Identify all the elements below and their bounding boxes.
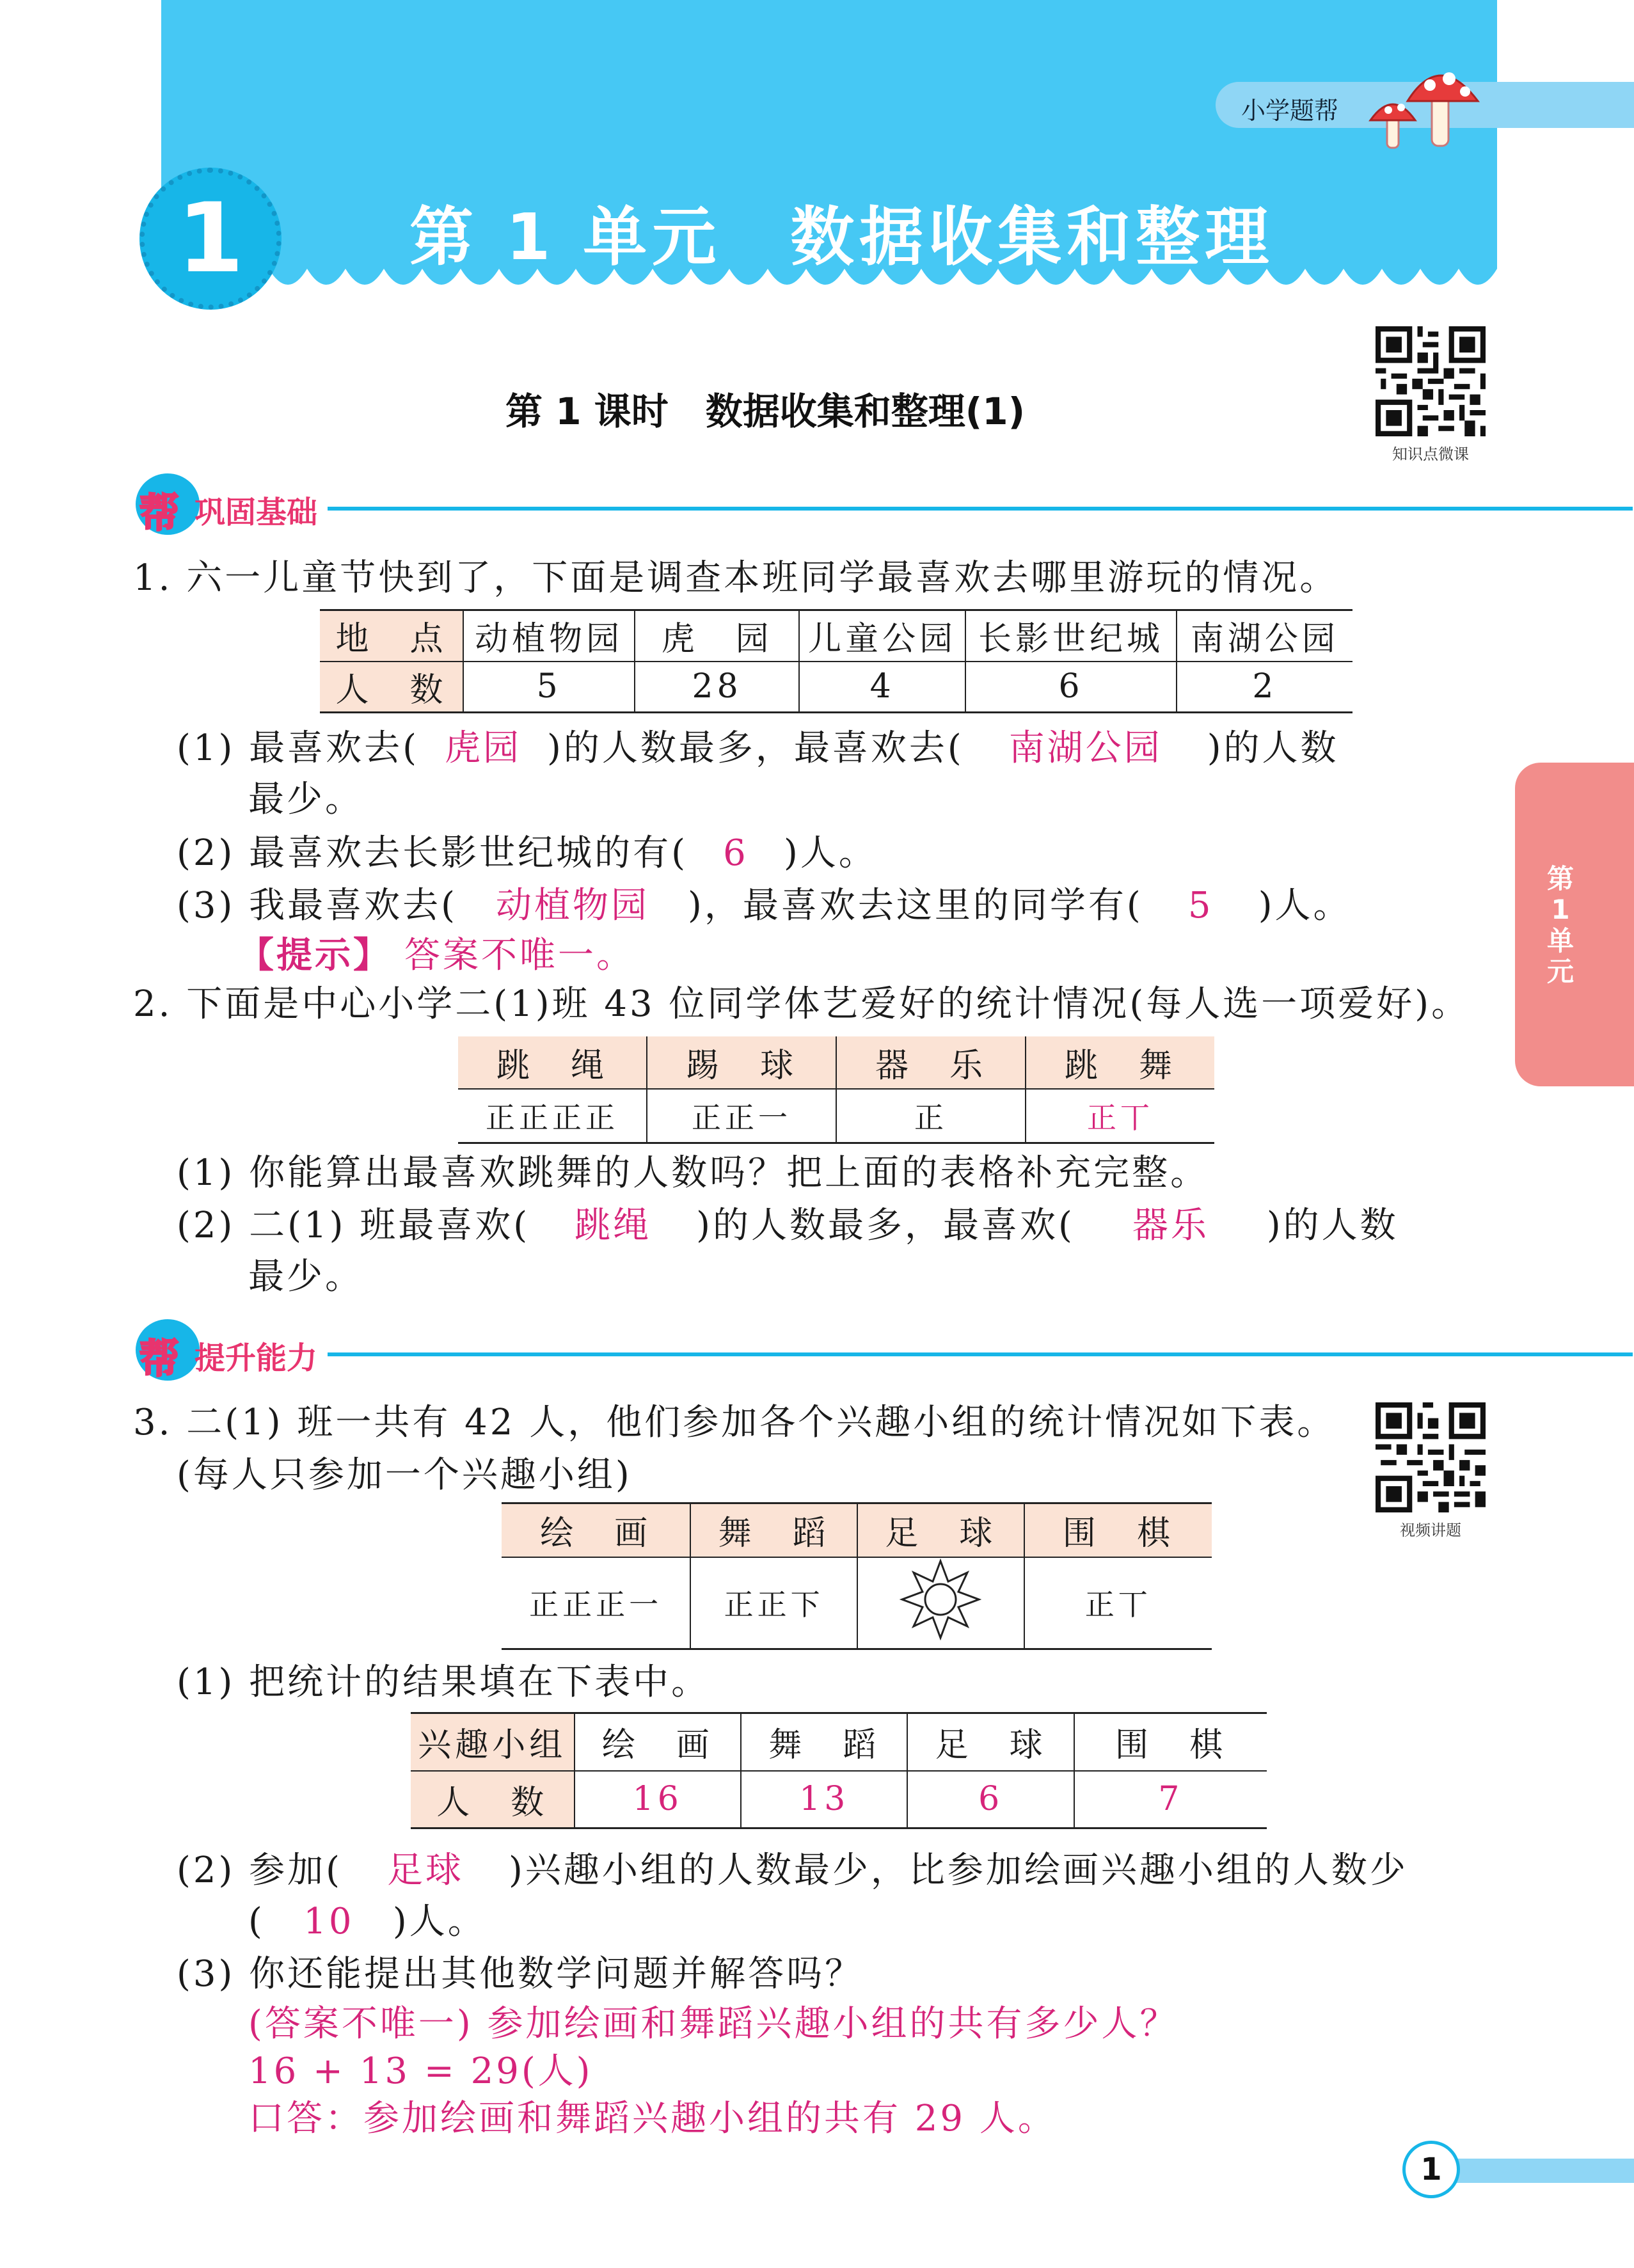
q3-tally: 正丅 (1084, 1587, 1152, 1622)
q3-tally: 正正下 (690, 1557, 857, 1649)
q3-part2-cont (248, 1900, 486, 1943)
unit-side-tab-label: 第1单元 (1546, 863, 1574, 987)
q1-count: 5 (463, 662, 635, 713)
qr-code-icon[interactable] (1376, 1402, 1486, 1512)
q2-tally: 正正一 (647, 1089, 836, 1143)
qr-code-icon[interactable] (1376, 326, 1486, 436)
qr-caption: 视频讲题 (1400, 1521, 1461, 1539)
q1-part3 (177, 884, 1352, 927)
q2-header: 踢 球 (647, 1036, 836, 1089)
q3-result-table (411, 1712, 1267, 1829)
section-header-basic (136, 473, 1498, 537)
q1-place: 南湖公园 (1190, 620, 1339, 659)
q3-result-count: 13 (741, 1771, 907, 1828)
q1-header-count: 人 数 (320, 662, 463, 713)
q3-result-group: 舞 蹈 (741, 1713, 907, 1771)
q1-place: 长影世纪城 (965, 610, 1177, 662)
q1-place: 动植物园 (463, 610, 635, 662)
q3-answer-line3: 口答：参加绘画和舞蹈兴趣小组的共有 29 人。 (248, 2098, 1056, 2139)
q2-part2-cont: 最少。 (248, 1256, 363, 1297)
text: )的人数 (1266, 1205, 1399, 1246)
q1-place: 儿童公园 (799, 610, 965, 662)
q1-part1 (177, 727, 1339, 770)
q3-result-header-count: 人 数 (411, 1771, 575, 1828)
q2-part2 (177, 1204, 1399, 1247)
lesson-title: 第 1 课时 数据收集和整理(1) (505, 390, 1026, 433)
q3-stem: 3. 二(1) 班一共有 42 人，他们参加各个兴趣小组的统计情况如下表。 (133, 1402, 1336, 1443)
q1-count: 6 (965, 662, 1177, 713)
q3-header: 围 棋 (1062, 1514, 1174, 1553)
q1-part2 (177, 832, 877, 875)
section-divider (328, 507, 1633, 511)
text: )的人数最多，最喜欢去( (546, 727, 964, 769)
q1-table (320, 609, 1352, 713)
hint-label: 【提示】 (238, 935, 392, 976)
text: )兴趣小组的人数最少，比参加绘画兴趣小组的人数少 (508, 1850, 1408, 1891)
text: (3) 我最喜欢去( (177, 885, 457, 926)
q3-result-group: 足 球 (907, 1713, 1074, 1771)
q3-result-count: 16 (575, 1771, 741, 1828)
text: )人。 (1258, 885, 1352, 926)
q3-part2 (177, 1849, 1408, 1892)
answer: 5 (1187, 885, 1214, 926)
q3-part1: (1) 把统计的结果填在下表中。 (177, 1661, 710, 1703)
unit-number-badge (139, 168, 282, 310)
q1-hint (238, 934, 635, 977)
text: )，最喜欢去这里的同学有( (687, 885, 1143, 926)
text: )人。 (783, 832, 877, 874)
q3-result-group: 绘 画 (575, 1713, 741, 1771)
answer: 跳绳 (575, 1205, 652, 1246)
mushroom-logo-icon (1356, 56, 1484, 155)
text: )的人数 (1207, 727, 1339, 769)
q2-header: 跳 舞 (1064, 1047, 1176, 1085)
answer: 6 (723, 832, 749, 874)
q1-count: 28 (635, 662, 799, 713)
q2-stem: 2. 下面是中心小学二(1)班 43 位同学体艺爱好的统计情况(每人选一项爱好)。 (133, 983, 1470, 1025)
q2-table (458, 1036, 1214, 1144)
qr-caption: 知识点微课 (1392, 445, 1469, 463)
unit-number: 1 (177, 183, 244, 294)
text: ( (248, 1901, 265, 1942)
q3-tally: 正正正一 (502, 1557, 690, 1649)
q1-part1-cont: 最少。 (248, 779, 363, 820)
section-divider (328, 1352, 1633, 1356)
unit-title: 第 1 单元 数据收集和整理 (409, 200, 1274, 274)
q1-header-place: 地 点 (320, 610, 463, 662)
q3-tally-hidden (857, 1557, 1024, 1649)
q3-result-group: 围 棋 (1114, 1726, 1226, 1765)
section-label: 提升能力 (194, 1340, 318, 1376)
section-header-advanced (136, 1319, 1498, 1383)
q1-place: 虎 园 (635, 610, 799, 662)
q1-count: 2 (1252, 667, 1278, 706)
page-number-badge (1402, 2141, 1460, 2198)
q2-header: 跳 绳 (458, 1036, 647, 1089)
answer: 器乐 (1132, 1205, 1209, 1246)
answer: 虎园 (444, 727, 521, 769)
page-number: 1 (1420, 2152, 1442, 2187)
text: (2) 最喜欢去长影世纪城的有( (177, 832, 688, 874)
section-badge-text: 帮 (139, 1335, 180, 1382)
answer: 动植物园 (495, 885, 649, 926)
q2-header: 器 乐 (836, 1036, 1026, 1089)
q3-stem2: (每人只参加一个兴趣小组) (177, 1454, 632, 1496)
q3-result-count: 6 (907, 1771, 1074, 1828)
q3-header: 足 球 (857, 1503, 1024, 1557)
text: (1) 最喜欢去( (177, 727, 419, 769)
answer: 10 (303, 1901, 354, 1942)
q2-part1: (1) 你能算出最喜欢跳舞的人数吗？把上面的表格补充完整。 (177, 1152, 1209, 1194)
text: (2) 二(1) 班最喜欢( (177, 1205, 530, 1246)
q3-result-count: 7 (1158, 1780, 1184, 1819)
answer: 南湖公园 (1008, 727, 1162, 769)
q3-answer-line1: (答案不唯一) 参加绘画和舞蹈兴趣小组的共有多少人？ (248, 2003, 1178, 2045)
q1-stem: 1. 六一儿童节快到了，下面是调查本班同学最喜欢去哪里游玩的情况。 (133, 557, 1338, 599)
text: (2) 参加( (177, 1850, 342, 1891)
q3-header: 舞 蹈 (690, 1503, 857, 1557)
q1-count: 4 (799, 662, 965, 713)
text: )的人数最多，最喜欢( (696, 1205, 1075, 1246)
q3-part3: (3) 你还能提出其他数学问题并解答吗？ (177, 1953, 864, 1995)
q2-tally: 正 (836, 1089, 1026, 1143)
section-badge-text: 帮 (139, 489, 180, 536)
q3-answer-line2: 16 + 13 = 29(人) (248, 2050, 593, 2092)
q3-tally-table (502, 1502, 1212, 1650)
q3-header: 绘 画 (502, 1503, 690, 1557)
text: )人。 (392, 1901, 486, 1942)
section-label: 巩固基础 (194, 495, 318, 530)
q2-tally: 正正正正 (458, 1089, 647, 1143)
answer: 足球 (386, 1850, 464, 1891)
q3-result-header-group: 兴趣小组 (411, 1713, 575, 1771)
sun-blot-icon (899, 1558, 982, 1641)
hint-text: 答案不唯一。 (404, 935, 635, 976)
q2-tally-answer: 正丅 (1087, 1100, 1154, 1135)
brand-name: 小学题帮 (1241, 97, 1339, 125)
